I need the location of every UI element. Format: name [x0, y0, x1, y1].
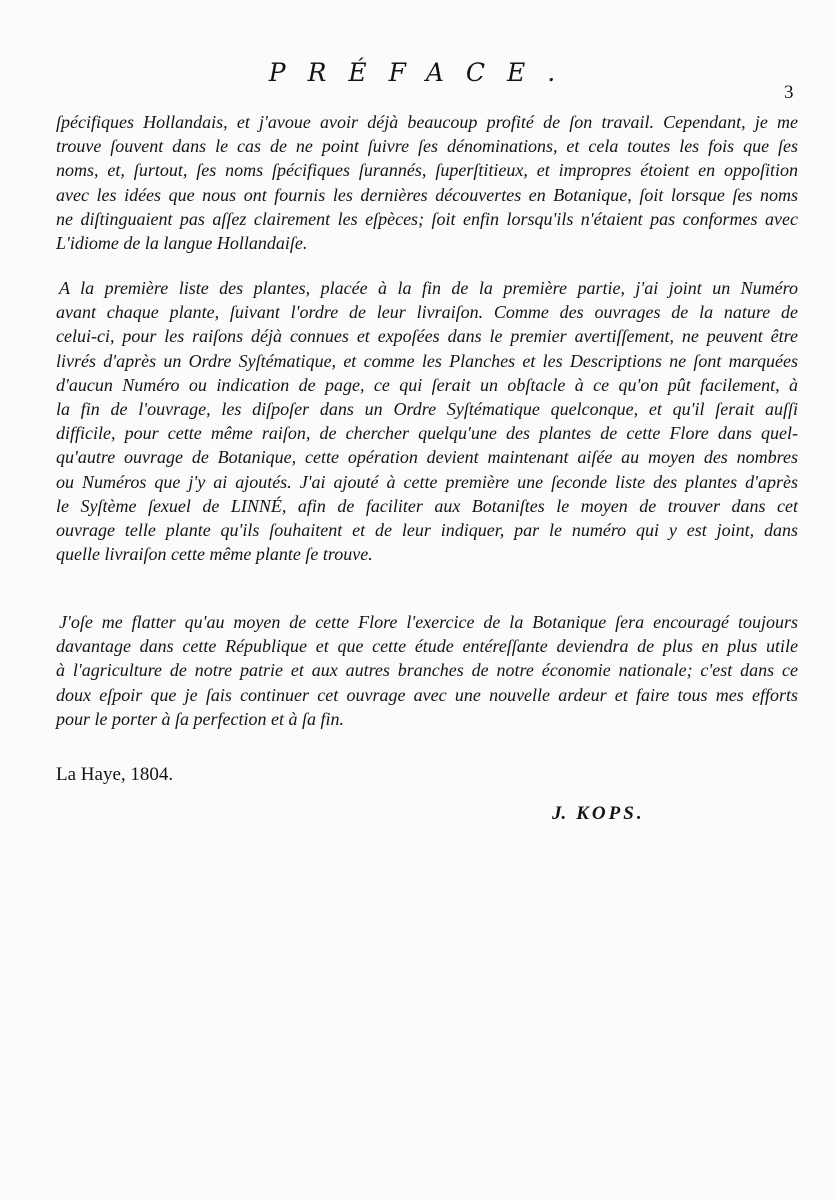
- paragraph-1: [56, 110, 798, 255]
- paragraph-line: ſpécifiques Hollandais, et j'avoue avoir déjà beaucoup profité de ſon travail. Cependant, je me: [56, 112, 798, 132]
- paragraph-line: trouve ſouvent dans le cas de ne point ſuivre ſes dénominations, et cela toutes les fois que ſes: [56, 136, 798, 157]
- paragraph-line: à l'agriculture de notre patrie et aux autres branches de notre économie nationale; c'est dans ce: [56, 660, 798, 681]
- paragraph-line: L'idiome de la langue Hollandaiſe.: [56, 233, 308, 254]
- paragraph-line: difficile, pour cette même raiſon, de chercher quelqu'une des plantes de cette Flore dans quel-: [56, 423, 798, 444]
- signature-initial: J.: [552, 803, 567, 824]
- paragraph-line: ouvrage telle plante qu'ils ſouhaitent et de leur indiquer, par le numéro qui y est joint, dans: [56, 520, 798, 541]
- paragraph-line: la fin de l'ouvrage, les diſpoſer dans un Ordre Syſtématique quelconque, et qu'il ſerait auſſi: [56, 399, 798, 420]
- paragraph-2: [56, 276, 798, 566]
- paragraph-line: ne diſtinguaient pas aſſez clairement les eſpèces; ſoit enfin lorsqu'ils n'étaient pas conformes avec: [56, 208, 798, 229]
- author-signature: [552, 803, 645, 825]
- paragraph-line: livrés d'après un Ordre Syſtématique, et comme les Planches et les Descriptions ne ſont marquées: [56, 350, 798, 371]
- page-number: 3: [784, 82, 794, 103]
- paragraph-line: davantage dans cette République et que cette étude entéreſſante deviendra de plus en plus utile: [56, 636, 798, 657]
- paragraph-line: avant chaque plante, ſuivant l'ordre de leur livraiſon. Comme des ouvrages de la nature de: [56, 302, 798, 323]
- paragraph-line: le Syſtème ſexuel de LINNÉ, afin de faciliter aux Botaniſtes le moyen de trouver dans cet: [56, 495, 798, 516]
- paragraph-line: doux eſpoir que je ſais continuer cet ouvrage avec une nouvelle ardeur et faire tous mes efforts: [56, 684, 798, 705]
- signature-name: KOPS.: [576, 803, 645, 824]
- paragraph-line: pour le porter à ſa perfection et à ſa fin.: [56, 708, 344, 729]
- paragraph-line: noms, et, ſurtout, ſes noms ſpécifiques ſurannés, ſuperſtitieux, et impropres étoient en oppoſition: [56, 160, 798, 181]
- paragraph-line: quelle livraiſon cette même plante ſe trouve.: [56, 544, 373, 565]
- paragraph-line: ou Numéros que j'y ai ajoutés. J'ai ajouté à cette première une ſeconde liste des plantes d'après: [56, 471, 798, 492]
- paragraph-line: d'aucun Numéro ou indication de page, ce qui ſerait un obſtacle à ce qu'on pût facilement, à: [56, 374, 798, 395]
- paragraph-line: celui-ci, pour les raiſons déjà connues et expoſées dans le premier avertiſſement, ne peuvent être: [56, 326, 798, 347]
- place-and-date: La Haye, 1804.: [56, 764, 174, 785]
- running-title: PRÉFACE.: [268, 58, 578, 87]
- paragraph-3: [56, 610, 798, 731]
- paragraph-line: avec les idées que nous ont fournis les dernières découvertes en Botanique, ſoit lorsque ſes noms: [56, 184, 798, 205]
- paragraph-line: J'oſe me flatter qu'au moyen de cette Flore l'exercice de la Botanique ſera encouragé toujours: [59, 612, 798, 632]
- paragraph-line: qu'autre ouvrage de Botanique, cette opération devient maintenant aiſée au moyen des nombres: [56, 447, 798, 468]
- paragraph-line: A la première liste des plantes, placée à la fin de la première partie, j'ai joint un Numéro: [59, 278, 798, 298]
